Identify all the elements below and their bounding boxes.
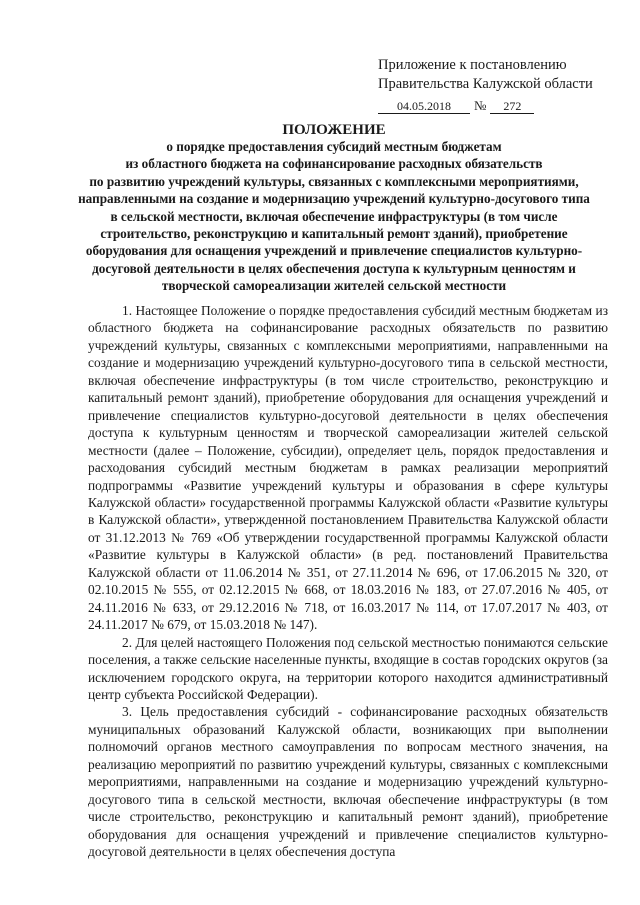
subtitle-line: в сельской местности, включая обеспечение инфраструктуры (в том числе [110, 208, 558, 224]
subtitle-line: досуговой деятельности в целях обеспечения доступа к культурным ценностям и [92, 260, 576, 276]
subtitle-line: оборудования для оснащения учреждений и привлечение специалистов культурно- [85, 243, 583, 259]
appendix-date-line [378, 96, 593, 116]
appendix-line-1: Приложение к постановлению [378, 57, 567, 73]
resolution-number: 272 [490, 100, 534, 114]
paragraph-2: 2. Для целей настоящего Положения под сельской местностью понимаются сельские поселения, а также сельские населенные пункты, входящие в состав городских округов (за исключением городского округа, на территории которого находится административный центр субъекта Российской Федерации). [88, 634, 608, 702]
subtitle-line: из областного бюджета на софинансирование расходных обязательств [125, 156, 543, 172]
subtitle-line: строительство, реконструкцию и капитальный ремонт зданий), приобретение [100, 226, 568, 242]
document-subtitle [60, 138, 608, 295]
document-title: ПОЛОЖЕНИЕ [282, 122, 386, 138]
subtitle-line: направленными на создание и модернизацию учреждений культурно-досугового типа [78, 191, 590, 207]
number-sign: № [474, 98, 487, 113]
resolution-date: 04.05.2018 [378, 100, 470, 114]
subtitle-line: о порядке предоставления субсидий местным бюджетам [166, 139, 502, 154]
paragraph-3: 3. Цель предоставления субсидий - софинансирование расходных обязательств муниципальных образований Калужской области, возникающих при выполнении полномочий органов местного самоуправления по вопросам местного значения, на реализацию мероприятий по развитию учреждений культуры, связанных с комплексными мероприятиями, направленными на создание и модернизацию учреждений культурно-досугового типа в сельской местности, включая обеспечение инфраструктуры (в том числе строительство, реконструкцию и капитальный ремонт зданий), приобретение оборудования для оснащения учреждений и привлечение специалистов культурно-досуговой деятельности в целях обеспечения доступа [88, 704, 608, 860]
paragraph-1: 1. Настоящее Положение о порядке предоставления субсидий местным бюджетам из областного бюджета на софинансирование расходных обязательств по развитию учреждений культуры, связанных с комплексными мероприятиями, направленными на создание и модернизацию учреждений культурно-досугового типа в сельской местности, включая обеспечение инфраструктуры (в том числе строительство, реконструкцию и капитальный ремонт зданий), приобретение оборудования для оснащения учреждений и привлечение специалистов культурно-досуговой деятельности в целях обеспечения доступа к культурным ценностям и творческой самореализации жителей сельской местности (далее – Положение, субсидии), определяет цель, порядок предоставления и расходования субсидий местным бюджетам в рамках реализации мероприятий подпрограммы «Развитие учреждений культуры и образования в сфере культуры Калужской области» государственной программы Калужской области «Развитие культуры в Калужской области», утвержденной постановлением Правительства Калужской области от 31.12.2013 № 769 «Об утверждении государственной программы Калужской области «Развитие культуры в Калужской области» (в ред. постановлений Правительства Калужской области от 11.06.2014 № 351, от 27.11.2014 № 696, от 17.06.2015 № 320, от 02.10.2015 № 555, от 02.12.2015 № 668, от 18.03.2016 № 183, от 27.07.2016 № 405, от 24.11.2016 № 633, от 29.12.2016 № 718, от 16.03.2017 № 114, от 17.07.2017 № 403, от 24.11.2017 № 679, от 15.03.2018 № 147). [88, 303, 608, 633]
document-body [88, 302, 608, 861]
appendix-line-2: Правительства Калужской области [378, 76, 593, 92]
appendix-header [378, 56, 593, 116]
subtitle-line: творческой самореализации жителей сельской местности [161, 278, 507, 294]
subtitle-line: по развитию учреждений культуры, связанных с комплексными мероприятиями, [89, 173, 579, 189]
